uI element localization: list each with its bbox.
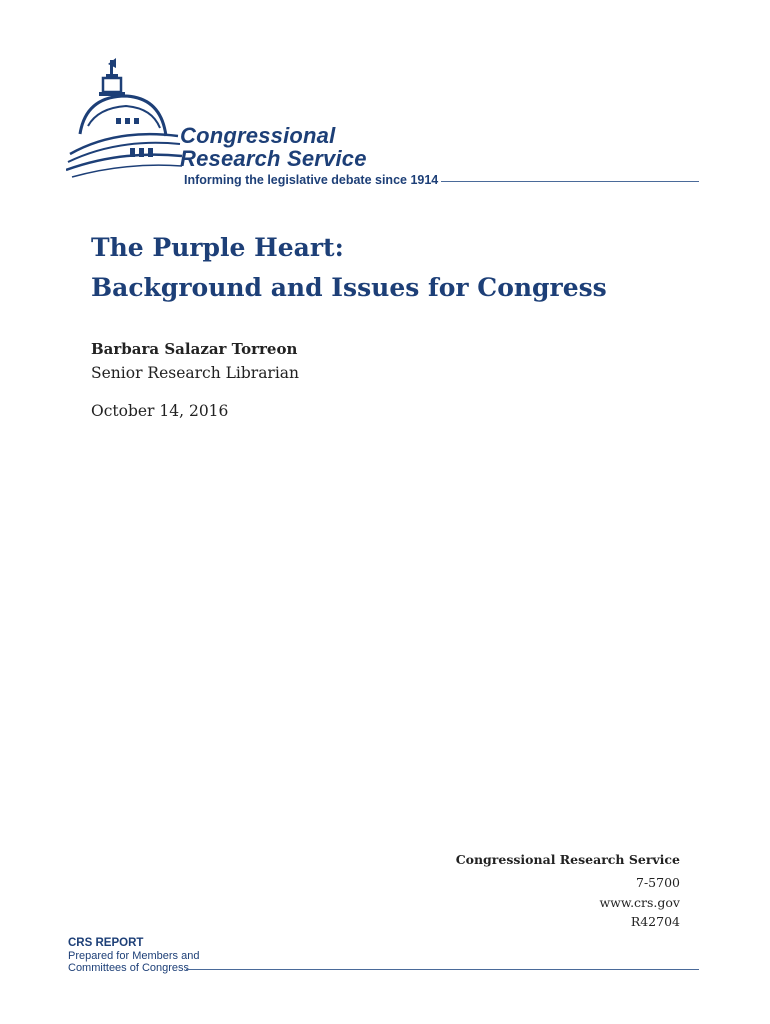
info-phone: 7-5700 [636, 875, 680, 890]
report-date: October 14, 2016 [91, 402, 229, 420]
capitol-dome-icon [66, 56, 186, 186]
info-report-number: R42704 [630, 914, 680, 929]
info-organization: Congressional Research Service [455, 852, 680, 867]
author-name: Barbara Salazar Torreon [91, 340, 298, 358]
logo-wordmark-line1: Congressional [180, 123, 336, 148]
logo-tagline: Informing the legislative debate since 1914 [184, 173, 439, 187]
footer-label: CRS REPORT [68, 937, 144, 949]
report-title-line2: Background and Issues for Congress [91, 273, 607, 302]
report-title-line1: The Purple Heart: [91, 233, 344, 262]
footer-line1: Prepared for Members and [68, 950, 200, 962]
tagline-rule [441, 181, 699, 182]
author-role: Senior Research Librarian [91, 364, 300, 382]
footer-line2: Committees of Congress [68, 962, 190, 974]
footer-rule [186, 969, 699, 970]
logo-wordmark-line2: Research Service [180, 146, 367, 171]
info-website: www.crs.gov [599, 895, 680, 910]
